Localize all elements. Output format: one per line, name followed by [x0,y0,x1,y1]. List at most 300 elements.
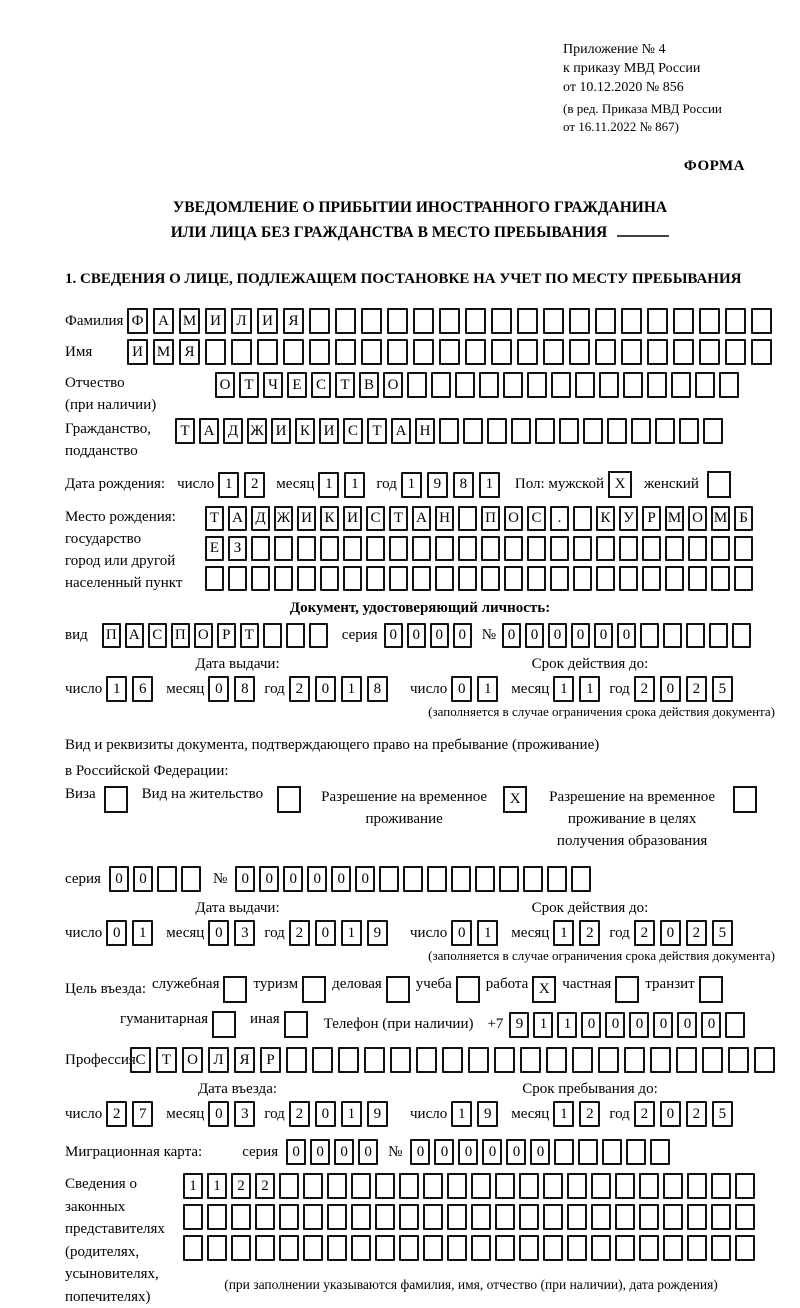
char-cell[interactable]: 0 [605,1012,625,1038]
char-cell[interactable] [286,1047,307,1073]
char-cell[interactable]: К [320,506,339,531]
char-cell[interactable]: 0 [430,623,449,648]
char-cell[interactable] [481,536,500,561]
char-cell[interactable] [571,866,591,892]
char-cell[interactable] [650,1047,671,1073]
char-cell[interactable] [621,339,642,365]
char-cell[interactable] [642,566,661,591]
char-cell[interactable] [602,1139,622,1165]
char-cell[interactable] [504,536,523,561]
char-cell[interactable]: 1 [557,1012,577,1038]
char-cell[interactable] [665,536,684,561]
char-cell[interactable] [283,339,304,365]
purpose-work-checkbox[interactable]: X [532,976,556,1003]
char-cell[interactable] [687,1235,707,1261]
char-cell[interactable] [578,1139,598,1165]
char-cell[interactable] [375,1204,395,1230]
char-cell[interactable] [442,1047,463,1073]
char-cell[interactable]: 2 [579,1101,600,1127]
char-cell[interactable]: М [153,339,174,365]
char-cell[interactable]: А [199,418,219,444]
char-cell[interactable]: 0 [106,920,127,946]
char-cell[interactable]: 1 [479,472,500,498]
char-cell[interactable] [343,566,362,591]
char-cell[interactable] [596,566,615,591]
char-cell[interactable] [351,1235,371,1261]
char-cell[interactable] [688,566,707,591]
char-cell[interactable] [439,418,459,444]
char-cell[interactable] [379,866,399,892]
char-cell[interactable] [351,1204,371,1230]
char-cell[interactable] [435,566,454,591]
purpose-transit-checkbox[interactable] [699,976,723,1003]
char-cell[interactable] [439,308,460,334]
char-cell[interactable] [375,1235,395,1261]
char-cell[interactable] [655,418,675,444]
char-cell[interactable] [619,566,638,591]
char-cell[interactable] [519,1173,539,1199]
char-cell[interactable] [711,1235,731,1261]
purpose-business-checkbox[interactable] [386,976,410,1003]
sex-male-checkbox[interactable]: X [608,471,632,498]
char-cell[interactable] [366,566,385,591]
char-cell[interactable]: 7 [132,1101,153,1127]
char-cell[interactable] [673,308,694,334]
char-cell[interactable] [447,1235,467,1261]
char-cell[interactable]: 0 [235,866,255,892]
char-cell[interactable]: О [504,506,523,531]
char-cell[interactable] [279,1204,299,1230]
char-cell[interactable]: 6 [132,676,153,702]
char-cell[interactable] [639,1173,659,1199]
char-cell[interactable] [403,866,423,892]
char-cell[interactable]: 0 [594,623,613,648]
char-cell[interactable] [520,1047,541,1073]
char-cell[interactable] [725,339,746,365]
char-cell[interactable]: 0 [286,1139,306,1165]
char-cell[interactable]: Ж [274,506,293,531]
char-cell[interactable] [623,372,643,398]
char-cell[interactable] [327,1235,347,1261]
char-cell[interactable] [519,1204,539,1230]
char-cell[interactable]: М [711,506,730,531]
char-cell[interactable]: . [550,506,569,531]
char-cell[interactable] [735,1173,755,1199]
char-cell[interactable]: 0 [434,1139,454,1165]
char-cell[interactable]: Б [734,506,753,531]
char-cell[interactable]: 1 [553,920,574,946]
char-cell[interactable] [550,566,569,591]
char-cell[interactable]: 2 [579,920,600,946]
char-cell[interactable] [463,418,483,444]
char-cell[interactable] [699,339,720,365]
char-cell[interactable] [596,536,615,561]
char-cell[interactable]: 0 [453,623,472,648]
char-cell[interactable]: 0 [133,866,153,892]
char-cell[interactable]: С [527,506,546,531]
char-cell[interactable] [361,308,382,334]
char-cell[interactable] [702,1047,723,1073]
char-cell[interactable] [543,1173,563,1199]
purpose-study-checkbox[interactable] [456,976,480,1003]
char-cell[interactable]: С [130,1047,151,1073]
char-cell[interactable] [303,1235,323,1261]
char-cell[interactable]: 0 [384,623,403,648]
char-cell[interactable] [399,1235,419,1261]
char-cell[interactable]: 2 [255,1173,275,1199]
char-cell[interactable] [527,566,546,591]
char-cell[interactable]: И [127,339,148,365]
char-cell[interactable]: 0 [581,1012,601,1038]
char-cell[interactable] [621,308,642,334]
char-cell[interactable]: 8 [234,676,255,702]
char-cell[interactable] [615,1235,635,1261]
char-cell[interactable]: 0 [525,623,544,648]
char-cell[interactable] [673,339,694,365]
char-cell[interactable] [413,339,434,365]
char-cell[interactable] [573,566,592,591]
char-cell[interactable] [205,339,226,365]
char-cell[interactable] [297,566,316,591]
char-cell[interactable] [503,372,523,398]
char-cell[interactable] [399,1173,419,1199]
char-cell[interactable]: 9 [477,1101,498,1127]
char-cell[interactable] [465,339,486,365]
char-cell[interactable] [725,1012,745,1038]
char-cell[interactable]: 0 [410,1139,430,1165]
char-cell[interactable] [447,1173,467,1199]
purpose-humanitarian-checkbox[interactable] [212,1011,236,1038]
residence-permit-checkbox[interactable] [277,786,301,813]
char-cell[interactable]: А [153,308,174,334]
char-cell[interactable]: 1 [477,676,498,702]
char-cell[interactable] [591,1204,611,1230]
char-cell[interactable]: 3 [234,920,255,946]
char-cell[interactable]: Д [223,418,243,444]
char-cell[interactable]: 1 [579,676,600,702]
char-cell[interactable] [231,339,252,365]
char-cell[interactable]: 8 [367,676,388,702]
char-cell[interactable] [527,536,546,561]
char-cell[interactable]: 8 [453,472,474,498]
char-cell[interactable]: 0 [548,623,567,648]
char-cell[interactable]: Т [239,372,259,398]
char-cell[interactable] [671,372,691,398]
char-cell[interactable] [676,1047,697,1073]
char-cell[interactable] [751,339,772,365]
char-cell[interactable] [475,866,495,892]
char-cell[interactable]: Е [205,536,224,561]
char-cell[interactable]: 2 [634,676,655,702]
char-cell[interactable] [711,1173,731,1199]
char-cell[interactable]: О [215,372,235,398]
char-cell[interactable]: Ж [247,418,267,444]
char-cell[interactable]: 0 [208,920,229,946]
char-cell[interactable] [465,308,486,334]
char-cell[interactable]: Я [283,308,304,334]
char-cell[interactable] [572,1047,593,1073]
char-cell[interactable] [205,566,224,591]
char-cell[interactable] [320,566,339,591]
char-cell[interactable] [494,1047,515,1073]
char-cell[interactable]: 2 [244,472,265,498]
char-cell[interactable] [471,1235,491,1261]
char-cell[interactable]: 0 [307,866,327,892]
char-cell[interactable] [511,418,531,444]
char-cell[interactable]: Н [415,418,435,444]
char-cell[interactable] [327,1204,347,1230]
char-cell[interactable]: 0 [407,623,426,648]
char-cell[interactable] [728,1047,749,1073]
char-cell[interactable]: 9 [427,472,448,498]
char-cell[interactable] [427,866,447,892]
char-cell[interactable] [343,536,362,561]
char-cell[interactable] [274,566,293,591]
char-cell[interactable]: 2 [231,1173,251,1199]
char-cell[interactable]: 0 [701,1012,721,1038]
char-cell[interactable] [481,566,500,591]
char-cell[interactable] [543,1235,563,1261]
char-cell[interactable]: 0 [331,866,351,892]
char-cell[interactable]: И [257,308,278,334]
char-cell[interactable] [487,418,507,444]
char-cell[interactable] [567,1173,587,1199]
char-cell[interactable]: О [182,1047,203,1073]
char-cell[interactable] [559,418,579,444]
char-cell[interactable]: 5 [712,676,733,702]
char-cell[interactable]: Я [179,339,200,365]
char-cell[interactable]: Р [217,623,236,648]
temp-residence-education-checkbox[interactable] [733,786,757,813]
char-cell[interactable]: 0 [502,623,521,648]
char-cell[interactable] [639,1204,659,1230]
char-cell[interactable] [451,866,471,892]
char-cell[interactable]: 9 [367,1101,388,1127]
char-cell[interactable]: 1 [106,676,127,702]
temp-residence-checkbox[interactable]: X [503,786,527,813]
char-cell[interactable]: М [665,506,684,531]
char-cell[interactable] [615,1204,635,1230]
char-cell[interactable] [719,372,739,398]
char-cell[interactable] [495,1235,515,1261]
char-cell[interactable]: 0 [482,1139,502,1165]
char-cell[interactable] [399,1204,419,1230]
char-cell[interactable] [389,536,408,561]
char-cell[interactable]: 2 [289,1101,310,1127]
char-cell[interactable] [624,1047,645,1073]
char-cell[interactable] [626,1139,646,1165]
char-cell[interactable]: 1 [318,472,339,498]
char-cell[interactable] [255,1204,275,1230]
char-cell[interactable] [709,623,728,648]
char-cell[interactable] [274,536,293,561]
char-cell[interactable]: 5 [712,1101,733,1127]
char-cell[interactable] [423,1173,443,1199]
char-cell[interactable]: Ч [263,372,283,398]
char-cell[interactable]: 0 [259,866,279,892]
char-cell[interactable] [734,536,753,561]
char-cell[interactable] [547,866,567,892]
char-cell[interactable]: К [596,506,615,531]
char-cell[interactable] [647,308,668,334]
char-cell[interactable] [583,418,603,444]
char-cell[interactable] [535,418,555,444]
char-cell[interactable] [471,1204,491,1230]
char-cell[interactable] [458,506,477,531]
char-cell[interactable]: 1 [451,1101,472,1127]
char-cell[interactable] [320,536,339,561]
char-cell[interactable]: М [179,308,200,334]
char-cell[interactable] [231,1235,251,1261]
char-cell[interactable]: 0 [451,676,472,702]
char-cell[interactable]: У [619,506,638,531]
char-cell[interactable]: 2 [289,920,310,946]
char-cell[interactable] [231,1204,251,1230]
char-cell[interactable] [504,566,523,591]
char-cell[interactable] [735,1235,755,1261]
char-cell[interactable] [309,623,328,648]
char-cell[interactable] [732,623,751,648]
char-cell[interactable]: И [205,308,226,334]
char-cell[interactable] [527,372,547,398]
char-cell[interactable]: 0 [677,1012,697,1038]
char-cell[interactable] [407,372,427,398]
char-cell[interactable] [688,536,707,561]
char-cell[interactable]: 0 [629,1012,649,1038]
char-cell[interactable]: И [297,506,316,531]
char-cell[interactable] [423,1204,443,1230]
char-cell[interactable]: 2 [106,1101,127,1127]
sex-female-checkbox[interactable] [707,471,731,498]
char-cell[interactable] [499,866,519,892]
purpose-other-checkbox[interactable] [284,1011,308,1038]
char-cell[interactable] [573,506,592,531]
visa-checkbox[interactable] [104,786,128,813]
char-cell[interactable]: 0 [358,1139,378,1165]
char-cell[interactable] [335,339,356,365]
char-cell[interactable] [711,566,730,591]
char-cell[interactable] [279,1235,299,1261]
char-cell[interactable] [519,1235,539,1261]
char-cell[interactable]: З [228,536,247,561]
char-cell[interactable]: 2 [634,920,655,946]
char-cell[interactable] [361,339,382,365]
char-cell[interactable] [157,866,177,892]
char-cell[interactable] [615,1173,635,1199]
char-cell[interactable] [423,1235,443,1261]
char-cell[interactable] [647,372,667,398]
char-cell[interactable] [471,1173,491,1199]
char-cell[interactable]: О [688,506,707,531]
char-cell[interactable] [663,1204,683,1230]
char-cell[interactable] [595,308,616,334]
char-cell[interactable] [687,1173,707,1199]
char-cell[interactable] [686,623,705,648]
char-cell[interactable]: 0 [451,920,472,946]
char-cell[interactable] [663,1235,683,1261]
char-cell[interactable] [491,308,512,334]
char-cell[interactable]: 1 [553,676,574,702]
char-cell[interactable] [375,1173,395,1199]
char-cell[interactable] [297,536,316,561]
char-cell[interactable]: Н [435,506,454,531]
char-cell[interactable]: Ф [127,308,148,334]
char-cell[interactable]: О [194,623,213,648]
char-cell[interactable] [687,1204,707,1230]
char-cell[interactable]: 1 [341,676,362,702]
char-cell[interactable] [679,418,699,444]
char-cell[interactable]: 0 [660,920,681,946]
char-cell[interactable] [412,566,431,591]
char-cell[interactable] [387,308,408,334]
char-cell[interactable]: 2 [634,1101,655,1127]
char-cell[interactable] [181,866,201,892]
char-cell[interactable]: Т [205,506,224,531]
purpose-private-checkbox[interactable] [615,976,639,1003]
char-cell[interactable] [263,623,282,648]
char-cell[interactable]: И [271,418,291,444]
char-cell[interactable]: Т [367,418,387,444]
char-cell[interactable] [495,1204,515,1230]
char-cell[interactable]: 9 [509,1012,529,1038]
char-cell[interactable]: 0 [506,1139,526,1165]
char-cell[interactable] [479,372,499,398]
char-cell[interactable] [735,1204,755,1230]
char-cell[interactable] [569,339,590,365]
char-cell[interactable]: 0 [355,866,375,892]
char-cell[interactable] [699,308,720,334]
char-cell[interactable]: 1 [218,472,239,498]
char-cell[interactable]: С [148,623,167,648]
char-cell[interactable] [390,1047,411,1073]
char-cell[interactable] [458,566,477,591]
char-cell[interactable] [387,339,408,365]
char-cell[interactable] [663,623,682,648]
char-cell[interactable]: 0 [208,676,229,702]
char-cell[interactable] [435,536,454,561]
char-cell[interactable] [663,1173,683,1199]
char-cell[interactable]: 2 [686,1101,707,1127]
char-cell[interactable]: Т [156,1047,177,1073]
char-cell[interactable]: П [481,506,500,531]
char-cell[interactable] [491,339,512,365]
char-cell[interactable] [711,536,730,561]
char-cell[interactable] [312,1047,333,1073]
char-cell[interactable]: 1 [341,1101,362,1127]
char-cell[interactable] [183,1235,203,1261]
char-cell[interactable]: 1 [401,472,422,498]
char-cell[interactable] [468,1047,489,1073]
char-cell[interactable] [183,1204,203,1230]
char-cell[interactable]: Д [251,506,270,531]
char-cell[interactable] [416,1047,437,1073]
char-cell[interactable]: С [366,506,385,531]
char-cell[interactable]: П [171,623,190,648]
char-cell[interactable]: Е [287,372,307,398]
char-cell[interactable] [567,1235,587,1261]
char-cell[interactable]: Л [208,1047,229,1073]
char-cell[interactable] [554,1139,574,1165]
char-cell[interactable]: Р [642,506,661,531]
char-cell[interactable] [303,1173,323,1199]
char-cell[interactable] [351,1173,371,1199]
char-cell[interactable] [207,1204,227,1230]
char-cell[interactable] [431,372,451,398]
char-cell[interactable] [631,418,651,444]
char-cell[interactable] [255,1235,275,1261]
char-cell[interactable] [303,1204,323,1230]
char-cell[interactable] [455,372,475,398]
